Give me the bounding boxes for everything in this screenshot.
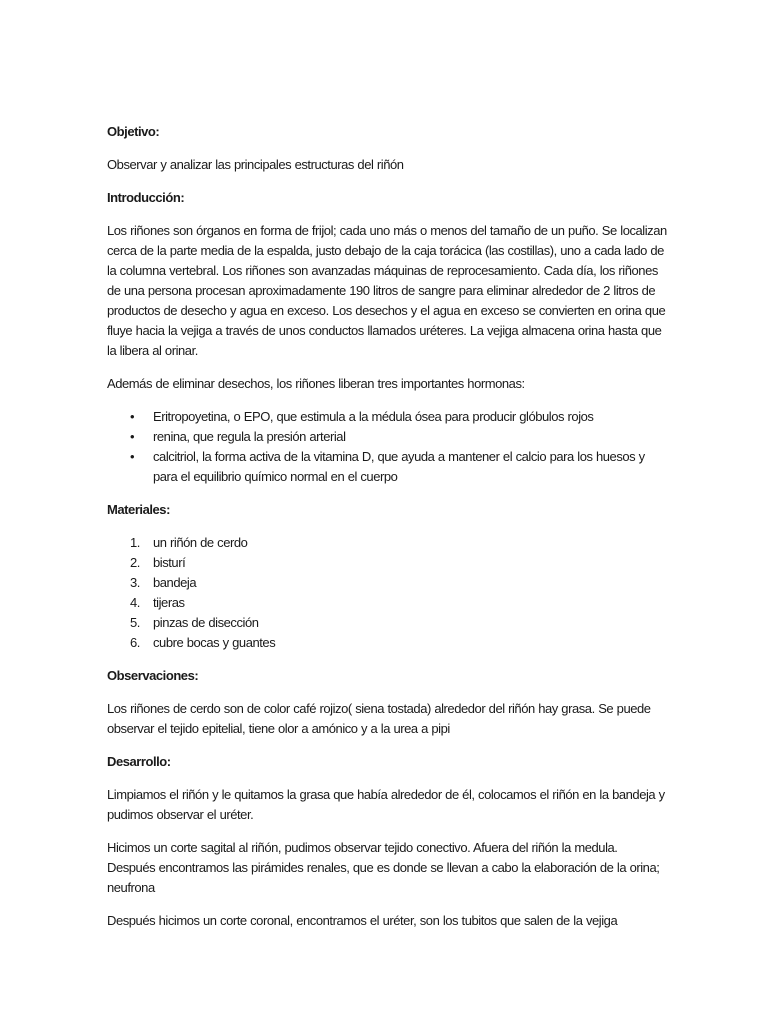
list-item-text: bisturí bbox=[153, 555, 186, 570]
bullet-icon: • bbox=[130, 409, 135, 424]
list-number: 6. bbox=[130, 635, 140, 650]
list-item bbox=[107, 553, 667, 573]
list-item-text: renina, que regula la presión arterial bbox=[153, 429, 346, 444]
list-item bbox=[107, 613, 667, 633]
bullet-icon: • bbox=[130, 449, 135, 464]
list-item-text: Eritropoyetina, o EPO, que estimula a la médula ósea para producir glóbulos rojos bbox=[153, 409, 594, 424]
list-number: 2. bbox=[130, 555, 140, 570]
materiales-heading: Materiales: bbox=[107, 502, 170, 517]
list-item bbox=[107, 427, 667, 447]
list-item bbox=[107, 573, 667, 593]
list-number: 1. bbox=[130, 535, 140, 550]
list-item-text: calcitriol, la forma activa de la vitamina D, que ayuda a mantener el calcio para los huesos y para el equilibrio químico normal en el cuerpo bbox=[153, 449, 645, 484]
hormones-intro: Además de eliminar desechos, los riñones liberan tres importantes hormonas: bbox=[107, 376, 525, 391]
desarrollo-paragraph: Después hicimos un corte coronal, encontramos el uréter, son los tubitos que salen de la vejiga bbox=[107, 913, 618, 928]
list-number: 3. bbox=[130, 575, 140, 590]
list-number: 5. bbox=[130, 615, 140, 630]
list-item-text: tijeras bbox=[153, 595, 185, 610]
desarrollo-paragraph: Limpiamos el riñón y le quitamos la grasa que había alrededor de él, colocamos el riñón en la bandeja y pudimos observar el uréter. bbox=[107, 787, 665, 822]
desarrollo-heading: Desarrollo: bbox=[107, 754, 171, 769]
list-number: 4. bbox=[130, 595, 140, 610]
list-item bbox=[107, 633, 667, 653]
objetivo-heading: Objetivo: bbox=[107, 124, 160, 139]
list-item bbox=[107, 407, 667, 427]
introduccion-heading: Introducción: bbox=[107, 190, 185, 205]
objetivo-text: Observar y analizar las principales estructuras del riñón bbox=[107, 157, 404, 172]
desarrollo-paragraph: Hicimos un corte sagital al riñón, pudimos observar tejido conectivo. Afuera del riñón la medula. Después encontramos las pirámides renales, que es donde se llevan a cabo la elaboración de la orina; neufrona bbox=[107, 840, 660, 895]
observaciones-paragraph: Los riñones de cerdo son de color café rojizo( siena tostada) alrededor del riñón hay grasa. Se puede observar el tejido epitelial, tiene olor a amónico y a la urea a pipi bbox=[107, 701, 651, 736]
bullet-icon: • bbox=[130, 429, 135, 444]
observaciones-heading: Observaciones: bbox=[107, 668, 199, 683]
list-item bbox=[107, 533, 667, 553]
list-item-text: un riñón de cerdo bbox=[153, 535, 248, 550]
materiales-list bbox=[107, 533, 667, 653]
introduccion-paragraph: Los riñones son órganos en forma de frijol; cada uno más o menos del tamaño de un puño. Se localizan cerca de la parte media de la espalda, justo debajo de la caja torácica (las costillas), uno a cada lado de la columna vertebral. Los riñones son avanzadas máquinas de reprocesamiento. Cada día, los riñones de una persona procesan aproximadamente 190 litros de sangre para eliminar alrededor de 2 litros de productos de desecho y agua en exceso. Los desechos y el agua en exceso se convierten en orina que fluye hacia la vejiga a través de unos conductos llamados uréteres. La vejiga almacena orina hasta que la libera al orinar. bbox=[107, 223, 667, 358]
list-item-text: bandeja bbox=[153, 575, 197, 590]
list-item bbox=[107, 593, 667, 613]
list-item-text: cubre bocas y guantes bbox=[153, 635, 276, 650]
hormones-list bbox=[107, 407, 667, 487]
document-body bbox=[107, 122, 667, 944]
list-item bbox=[107, 447, 667, 487]
list-item-text: pinzas de disección bbox=[153, 615, 259, 630]
